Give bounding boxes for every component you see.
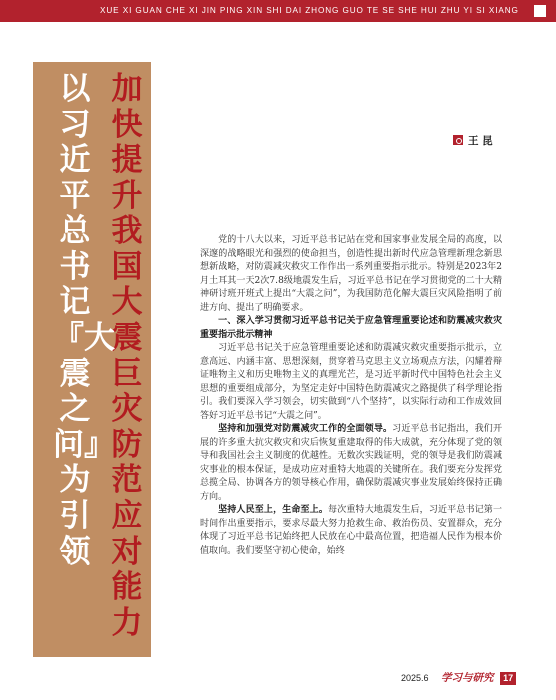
- title-panel: [33, 62, 151, 657]
- author-byline: [453, 134, 493, 148]
- article-body: [200, 234, 502, 558]
- paragraph-text: 习近平总书记指出，我们开展的许多重大抗灾救灾和灾后恢复重建取得的伟大成就，充分体现了党的领导和我国社会主义制度的优越性。无数次实践证明，党的领导是我们防震减灾事业的根本保证，是成功应对重特大地震的关键所在。我们要充分发挥党总揽全局、协调各方的领导核心作用，确保防震减灾事业发展始终保持正确方向。: [200, 424, 502, 502]
- paragraph-lead: 坚持和加强党对防震减灾工作的全面领导。: [218, 424, 393, 434]
- running-header: [0, 0, 556, 22]
- issue-number: 2025.6: [401, 673, 429, 683]
- page-footer: [401, 671, 516, 685]
- section-heading: 一、深入学习贯彻习近平总书记关于应急管理重要论述和防震减灾救灾重要指示批示精神: [200, 316, 502, 340]
- body-paragraph-leadership: [200, 423, 502, 504]
- body-paragraph: 习近平总书记关于应急管理重要论述和防震减灾救灾重要指示批示，立意高远、内涵丰富、思想深刻，贯穿着马克思主义立场观点方法，闪耀着辩证唯物主义和历史唯物主义的真理光芒，是习近平新时代中国特色社会主义思想的重要组成部分，为坚定走好中国特色防震减灾之路提供了科学理论指引。我们要深入学习领会，切实做到“八个坚持”，以实际行动和工作成效回答好习近平总书记“大震之问”。: [200, 343, 502, 421]
- author-marker-icon: [453, 135, 463, 145]
- article-subtitle: 以习近平总书记『大震之问』为引领: [53, 71, 115, 570]
- intro-paragraph: 党的十八大以来，习近平总书记站在党和国家事业发展全局的高度，以深邃的战略眼光和强烈的使命担当，创造性提出新时代应急管理新理念新思想新战略，对防震减灾救灾工作作出一系列重要指示批示。特别是2023年2月土耳其一天2次7.8级地震发生后，习近平总书记在学习贯彻党的二十大精神研讨班开班式上提出“大震之问”，为我国防范化解大震巨灾风险指明了前进方向、提出了明确要求。: [200, 235, 502, 313]
- page-number: 17: [500, 672, 516, 685]
- article-title: 加快提升我国大震巨灾防范应对能力: [111, 71, 143, 641]
- body-paragraph-people: [200, 504, 502, 558]
- header-square-mark: [534, 5, 546, 17]
- running-header-text: XUE XI GUAN CHE XI JIN PING XIN SHI DAI ZHONG GUO TE SE SHE HUI ZHU YI SI XIANG: [100, 6, 519, 15]
- paragraph-lead: 坚持人民至上，生命至上。: [218, 505, 329, 515]
- journal-logo: 学习与研究: [441, 672, 494, 684]
- paragraph-text: 每次重特大地震发生后，习近平总书记第一时间作出重要指示，要求尽最大努力抢救生命、救治伤员、安置群众，充分体现了习近平总书记始终把人民放在心中最高位置，把造福人民作为根本价值取向。我们要坚守初心使命，始终: [200, 505, 503, 556]
- author-name: 王 昆: [468, 135, 493, 147]
